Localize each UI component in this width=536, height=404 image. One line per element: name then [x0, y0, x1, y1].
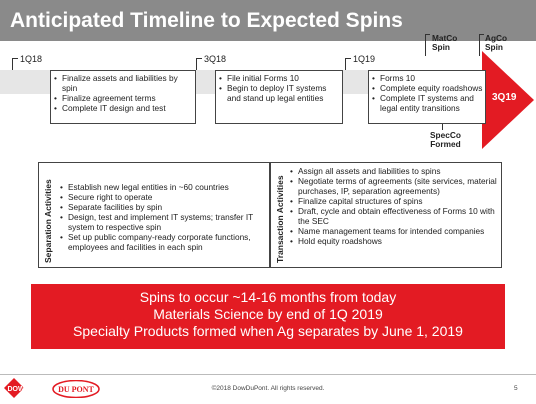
transaction-panel [270, 162, 502, 268]
summary-banner-line: Specialty Products formed when Ag separates by June 1, 2019 [73, 323, 463, 339]
summary-banner-line: Spins to occur ~14-16 months from today [139, 289, 397, 305]
transaction-item: • Assign all assets and liabilities to spins [289, 166, 499, 176]
separation-item: • Secure right to operate [59, 192, 267, 202]
timeline-box-2-item: • Begin to deploy IT systems and stand up legal entities [218, 83, 340, 103]
separation-panel [38, 162, 270, 268]
transaction-item: • Finalize capital structures of spins [289, 196, 499, 206]
period-label-3: 1Q19 [353, 54, 376, 64]
period-label-2: 3Q18 [204, 54, 227, 64]
callout-matco-cap [425, 34, 430, 35]
transaction-item: • Hold equity roadshows [289, 236, 499, 246]
timeline-box-2 [215, 70, 343, 124]
transaction-item: • Draft, cycle and obtain effectiveness of Forms 10 with the SEC [289, 206, 499, 226]
milestone-arrow-label: 3Q19 [492, 92, 517, 103]
timeline-box-1 [50, 70, 196, 124]
summary-banner [31, 284, 505, 349]
callout-agco-cap [479, 34, 484, 35]
timeline-box-1-item: • Finalize agreement terms [53, 93, 193, 103]
period-tick-1 [12, 58, 13, 70]
period-tick-2 [196, 58, 197, 70]
separation-item: • Establish new legal entities in ~60 countries [59, 182, 267, 192]
page-number: 5 [514, 385, 518, 392]
separation-heading: Separation Activities [43, 179, 53, 263]
callout-agco [485, 34, 507, 52]
period-tick-cap-1 [12, 58, 18, 59]
period-tick-cap-2 [196, 58, 202, 59]
period-tick-3 [345, 58, 346, 70]
copyright-text: ©2018 DowDuPont. All rights reserved. [211, 385, 325, 392]
separation-item: • Separate facilities by spin [59, 202, 267, 212]
callout-matco-line1: MatCo [432, 33, 458, 43]
callout-agco-tick [479, 34, 480, 56]
footer-divider [0, 374, 536, 375]
page-title: Anticipated Timeline to Expected Spins [10, 9, 403, 32]
transaction-item: • Negotiate terms of agreements (site services, material purchases, IP, separation agreements) [289, 176, 499, 196]
callout-agco-line1: AgCo [485, 33, 508, 43]
dupont-logo-text: DU PONT [58, 385, 94, 394]
callout-matco [432, 34, 457, 52]
callout-matco-line2: Spin [432, 42, 450, 52]
period-tick-cap-3 [345, 58, 351, 59]
callout-specco [430, 131, 461, 149]
summary-banner-line: Materials Science by end of 1Q 2019 [153, 306, 383, 322]
timeline-box-3-item: • Complete equity roadshows [371, 83, 483, 93]
timeline-box-3-item: • Complete IT systems and legal entity transitions [371, 93, 483, 113]
timeline-box-1-item: • Finalize assets and liabilities by spin [53, 73, 193, 93]
transaction-item: • Name management teams for intended companies [289, 226, 499, 236]
separation-item: • Design, test and implement IT systems; transfer IT system to respective spin [59, 212, 267, 232]
callout-specco-line1: SpecCo [430, 130, 461, 140]
separation-item: • Set up public company-ready corporate functions, employees and facilities in each spin [59, 232, 267, 252]
timeline-box-3-item: • Forms 10 [371, 73, 483, 83]
callout-matco-tick [425, 34, 426, 56]
dow-logo-text: DOW [7, 386, 25, 393]
callout-specco-line2: Formed [430, 139, 461, 149]
timeline-box-2-item: • File initial Forms 10 [218, 73, 340, 83]
transaction-heading: Transaction Activities [275, 175, 285, 263]
timeline-box-1-item: • Complete IT design and test [53, 103, 193, 113]
period-label-1: 1Q18 [20, 54, 43, 64]
timeline-box-3 [368, 70, 486, 124]
callout-agco-line2: Spin [485, 42, 503, 52]
